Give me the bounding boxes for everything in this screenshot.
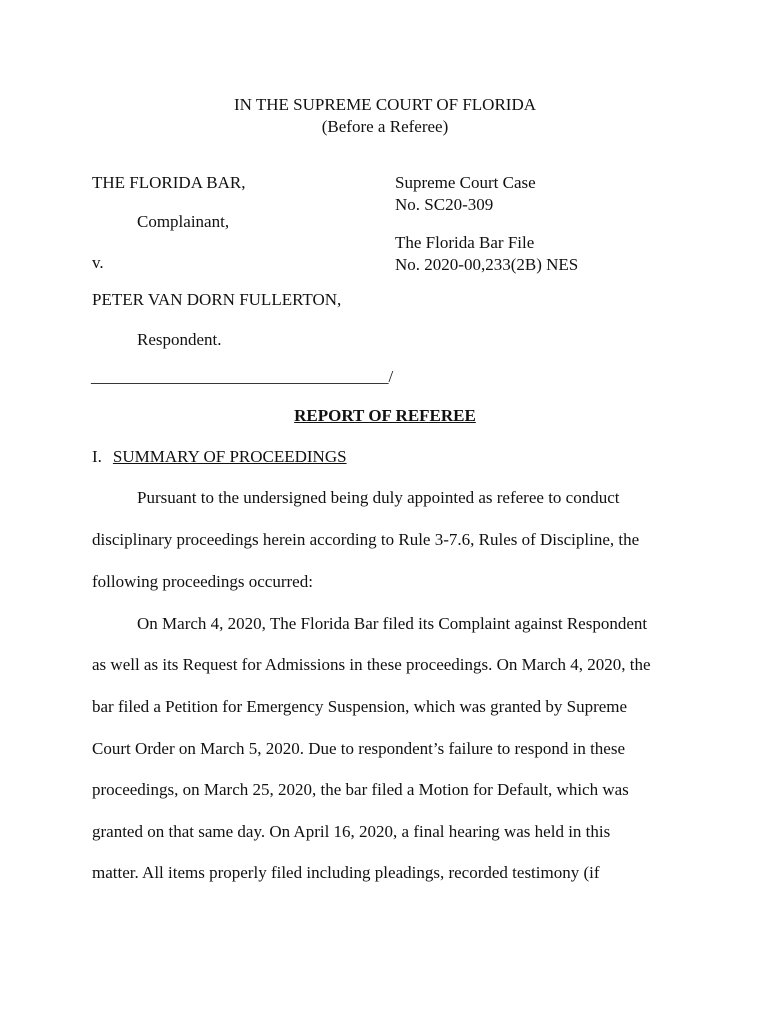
- case-label: Supreme Court Case: [395, 173, 536, 192]
- body-line: Court Order on March 5, 2020. Due to respondent’s failure to respond in these: [92, 739, 626, 758]
- section-title: SUMMARY OF PROCEEDINGS: [112, 447, 347, 466]
- body-line: Pursuant to the undersigned being duly appointed as referee to conduct: [137, 488, 620, 507]
- body-line: On March 4, 2020, The Florida Bar filed its Complaint against Respondent: [137, 614, 648, 633]
- body-line: disciplinary proceedings herein according to Rule 3-7.6, Rules of Discipline, the: [92, 530, 640, 549]
- respondent-name: PETER VAN DORN FULLERTON,: [92, 290, 342, 309]
- before-referee: (Before a Referee): [321, 117, 449, 136]
- plaintiff-role: Complainant,: [137, 212, 230, 231]
- bar-file-label: The Florida Bar File: [395, 233, 535, 252]
- section-heading: [92, 448, 347, 465]
- body-line: matter. All items properly filed including pleadings, recorded testimony (if: [92, 863, 600, 882]
- section-numeral: I.: [92, 447, 102, 466]
- report-title: REPORT OF REFEREE: [294, 406, 476, 425]
- body-line: following proceedings occurred:: [92, 572, 313, 591]
- plaintiff-name: THE FLORIDA BAR,: [92, 173, 246, 192]
- body-line: granted on that same day. On April 16, 2020, a final hearing was held in this: [92, 822, 611, 841]
- bar-file-number: No. 2020-00,233(2B) NES: [395, 255, 579, 274]
- body-line: bar filed a Petition for Emergency Suspension, which was granted by Supreme: [92, 697, 628, 716]
- versus: v.: [92, 253, 104, 272]
- body-line: proceedings, on March 25, 2020, the bar filed a Motion for Default, which was: [92, 780, 629, 799]
- caption-rule-line: ___________________________________/: [91, 367, 394, 386]
- body-line: as well as its Request for Admissions in these proceedings. On March 4, 2020, the: [92, 655, 651, 674]
- respondent-role: Respondent.: [137, 330, 222, 349]
- court-name: IN THE SUPREME COURT OF FLORIDA: [233, 95, 537, 114]
- case-number: No. SC20-309: [395, 195, 494, 214]
